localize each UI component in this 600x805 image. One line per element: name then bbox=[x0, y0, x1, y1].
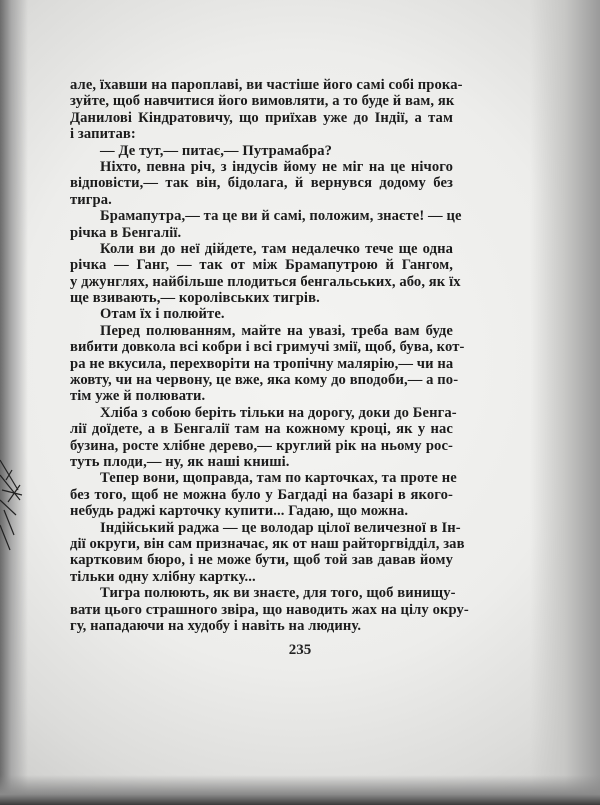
paragraph bbox=[70, 585, 469, 634]
text-line: Тепер вони, щоправда, там по карточках, та проте не bbox=[100, 470, 457, 487]
text-line: тигра. bbox=[70, 191, 112, 208]
text-line: відповісти,— так він, бідолага, й вернувся додому без bbox=[70, 175, 453, 192]
paragraph bbox=[70, 143, 453, 159]
paragraph bbox=[70, 77, 463, 143]
text-line: небудь раджі карточку купити... Гадаю, що можна. bbox=[70, 503, 409, 520]
text-line: Брамапутра,— та це ви й самі, положим, знаєте! — це bbox=[100, 208, 462, 225]
page-edge-shadow bbox=[530, 0, 600, 805]
text-line: Індійський раджа — це володар цілої величезної в Ін- bbox=[100, 519, 461, 536]
text-line: Хліба з собою беріть тільки на дорогу, доки до Бенга- bbox=[100, 404, 457, 421]
paragraph bbox=[70, 519, 465, 586]
text-line: Тигра полюють, як ви знаєте, для того, щоб винищу- bbox=[100, 585, 456, 602]
text-line: гу, нападаючи на худобу і навіть на людину. bbox=[70, 617, 362, 634]
text-line: ще взивають,— королівських тигрів. bbox=[70, 290, 320, 307]
text-line: тім уже й полювати. bbox=[70, 388, 206, 405]
text-line: Отам їх і полюйте. bbox=[100, 306, 225, 323]
page-bottom-shadow bbox=[0, 775, 600, 805]
paragraph bbox=[70, 208, 462, 241]
text-line: туть плоди,— ну, як наші книші. bbox=[70, 453, 290, 470]
text-line: картковим бюро, і не може бути, щоб той зав давав йому bbox=[70, 552, 453, 569]
text-line: дії округи, він сам призначає, як от наш райторгвідділ, зав bbox=[70, 535, 465, 552]
text-line: річка в Бенгалії. bbox=[70, 224, 182, 241]
text-line: зуйте, щоб навчитися його вимовляти, а то буде й вам, як bbox=[70, 93, 455, 110]
page-binding-shadow bbox=[0, 0, 28, 805]
plant-illustration-fragment bbox=[0, 440, 24, 560]
text-line: — Де тут,— питає,— Путрамабра? bbox=[100, 142, 333, 159]
paragraph bbox=[70, 404, 457, 471]
text-line: Ніхто, певна річ, з індусів йому не міг на це нічого bbox=[100, 158, 453, 175]
body-text bbox=[70, 77, 469, 634]
text-line: лії доїдете, а в Бенгалії там на кожному кроці, як у нас bbox=[70, 421, 453, 438]
text-line: без того, щоб не можна було у Багдаді на базарі в якого- bbox=[70, 486, 453, 503]
paragraph bbox=[70, 306, 453, 322]
text-line: у джунглях, найбільше плодиться бенгальських, або, як їх bbox=[70, 273, 461, 290]
text-line: річка — Ганг, — так от між Брамапутрою й Гангом, bbox=[70, 257, 453, 274]
paragraph bbox=[70, 322, 465, 405]
text-line: і запитав: bbox=[70, 126, 136, 143]
text-line: ра не вкусила, перехворіти на тропічну малярію,— чи на bbox=[70, 355, 454, 372]
text-line: вибити довкола всі кобри і всі гримучі змії, щоб, бува, кот- bbox=[70, 339, 465, 356]
paragraph bbox=[70, 470, 457, 520]
text-line: бузина, росте хлібне дерево,— круглий рік на ньому рос- bbox=[70, 437, 453, 454]
text-line: вати цього страшного звіра, що наводить жах на цілу окру- bbox=[70, 601, 469, 618]
text-line: Коли ви до неї дійдете, там недалечко тече ще одна bbox=[100, 240, 453, 257]
text-line: Перед полюванням, майте на увазі, треба вам буде bbox=[100, 322, 453, 339]
paragraph bbox=[70, 159, 453, 208]
text-line: тільки одну хлібну картку... bbox=[70, 568, 256, 585]
text-line: але, їхавши на пароплаві, ви частіше його самі собі прока- bbox=[70, 77, 463, 93]
paragraph bbox=[70, 240, 461, 307]
page-number: 235 bbox=[288, 642, 312, 658]
text-line: Даниловi Кіндратовичу, що приїхав уже до Індії, а там bbox=[70, 109, 453, 126]
text-line: жовту, чи на червону, це вже, яка кому до вподоби,— а по- bbox=[70, 372, 459, 389]
